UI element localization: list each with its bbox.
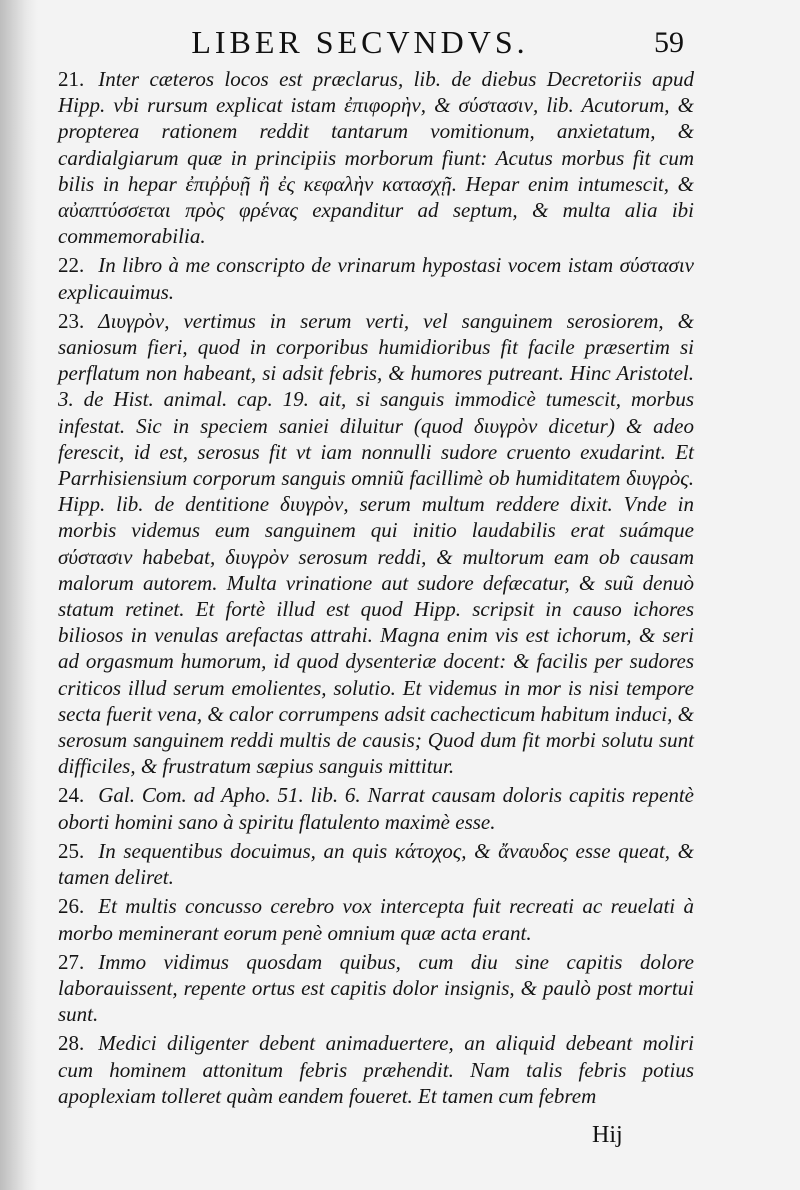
signature-mark: Hij [592, 1122, 623, 1148]
entry-27 [58, 949, 694, 1028]
entry-number: 24. [58, 783, 85, 808]
entry-number: 26. [58, 894, 85, 919]
entry-number: 23. [58, 308, 85, 333]
entry-text: Et multis concusso cerebro vox intercepta fuit recreati ac reuelati à morbo meminerant eorum penè omnium quæ acta erant. [58, 894, 694, 945]
entry-text: In libro à me conscripto de vrinarum hypostasi vocem istam σύστασιν explicauimus. [58, 253, 694, 304]
page-header [0, 24, 800, 64]
entry-23 [58, 308, 694, 780]
entry-text: Inter cæteros locos est præclarus, lib. de diebus Decretoriis apud Hipp. vbi rursum explicat istam ἐπιφορὴν, & σύστασιν, lib. Acutorum, & propterea rationem reddit tantarum vomitionum, anxietatum, & cardialgiarum quæ in principiis morborum fiunt: Acutus morbus fit cum bilis in hepar ἐπιῤῥυῇ ἢ ἐς κεφαλὴν κατασχῇ. Hepar enim intumescit, & αὐαπτύσσεται πρὸς φρένας expanditur ad septum, & multa alia ibi commemorabilia. [58, 67, 694, 249]
entry-28 [58, 1030, 694, 1109]
entry-text: Medici diligenter debent animaduertere, an aliquid debeant moliri cum hominem attonitum febris præhendit. Nam talis febris potius apoplexiam tolleret quàm eandem foueret. Et tamen cum febrem [58, 1031, 694, 1108]
entry-24 [58, 782, 694, 834]
entry-text: In sequentibus docuimus, an quis κάτοχος, & ἄναυδος esse queat, & tamen deliret. [58, 838, 694, 890]
entry-21 [58, 66, 694, 249]
entry-26 [58, 893, 694, 945]
page-body [58, 66, 694, 1112]
running-title: LIBER SECVNDVS. [191, 24, 529, 60]
entry-text: Διυγρὸν, vertimus in serum verti, vel sanguinem serosiorem, & saniosum fieri, quod in corporibus humidioribus fit facile præsertim si perflatum non habeant, si adsit febris, & humores putreant. Hinc Aristotel. 3. de Hist. animal. cap. 19. ait, si sanguis immodicè tumescit, morbus infestat. Sic in speciem saniei diluitur (quod διυγρὸν dicetur) & adeo ferescit, id est, serosus fit vt iam nonnulli sudore cruento exudarint. Et Parrhisiensium corporum sanguis omniũ facillimè ob humiditatem διυγρὸς. Hipp. lib. de dentitione διυγρὸν, serum multum reddere dixit. Vnde in morbis videmus eum sanguinem qui initio laudabilis erat suámque σύστασιν habebat, διυγρὸν serosum reddi, & multorum eam ob causam malorum autorem. Multa vrinatione aut sudore defæcatur, & suũ denuò statum retinet. Et fortè illud est quod Hipp. scripsit in causo ichores biliosos in venulas arefactas attrahi. Magna enim vis est ichorum, & seri ad orgasmum humorum, id quod dysenteriæ docent: & facilis per sudores criticos illud serum emolientes, solutio. Et videmus in mor is nisi tempore secta fuerit vena, & calor corrumpens adsit cachecticum habitum induci, & serosum sanguinem reddi multis de causis; Quod dum fit morbi solutu sunt difficiles, & frustratum sæpius sanguis mittitur. [58, 308, 694, 779]
page-number: 59 [654, 26, 684, 59]
entry-number: 21. [58, 67, 85, 91]
entry-text: Immo vidimus quosdam quibus, cum diu sine capitis dolore laborauissent, repente ortus est capitis dolor insignis, & paulò post mortui sunt. [58, 949, 694, 1027]
entry-25 [58, 838, 694, 890]
entry-number: 22. [58, 253, 85, 278]
entry-number: 25. [58, 838, 85, 863]
entry-number: 28. [58, 1031, 85, 1056]
entry-22 [58, 252, 694, 304]
gutter-shadow [0, 0, 38, 1190]
entry-text: Gal. Com. ad Apho. 51. lib. 6. Narrat causam doloris capitis repentè oborti homini sano à spiritu flatulento maximè esse. [58, 783, 694, 834]
entry-number: 27. [58, 949, 85, 974]
